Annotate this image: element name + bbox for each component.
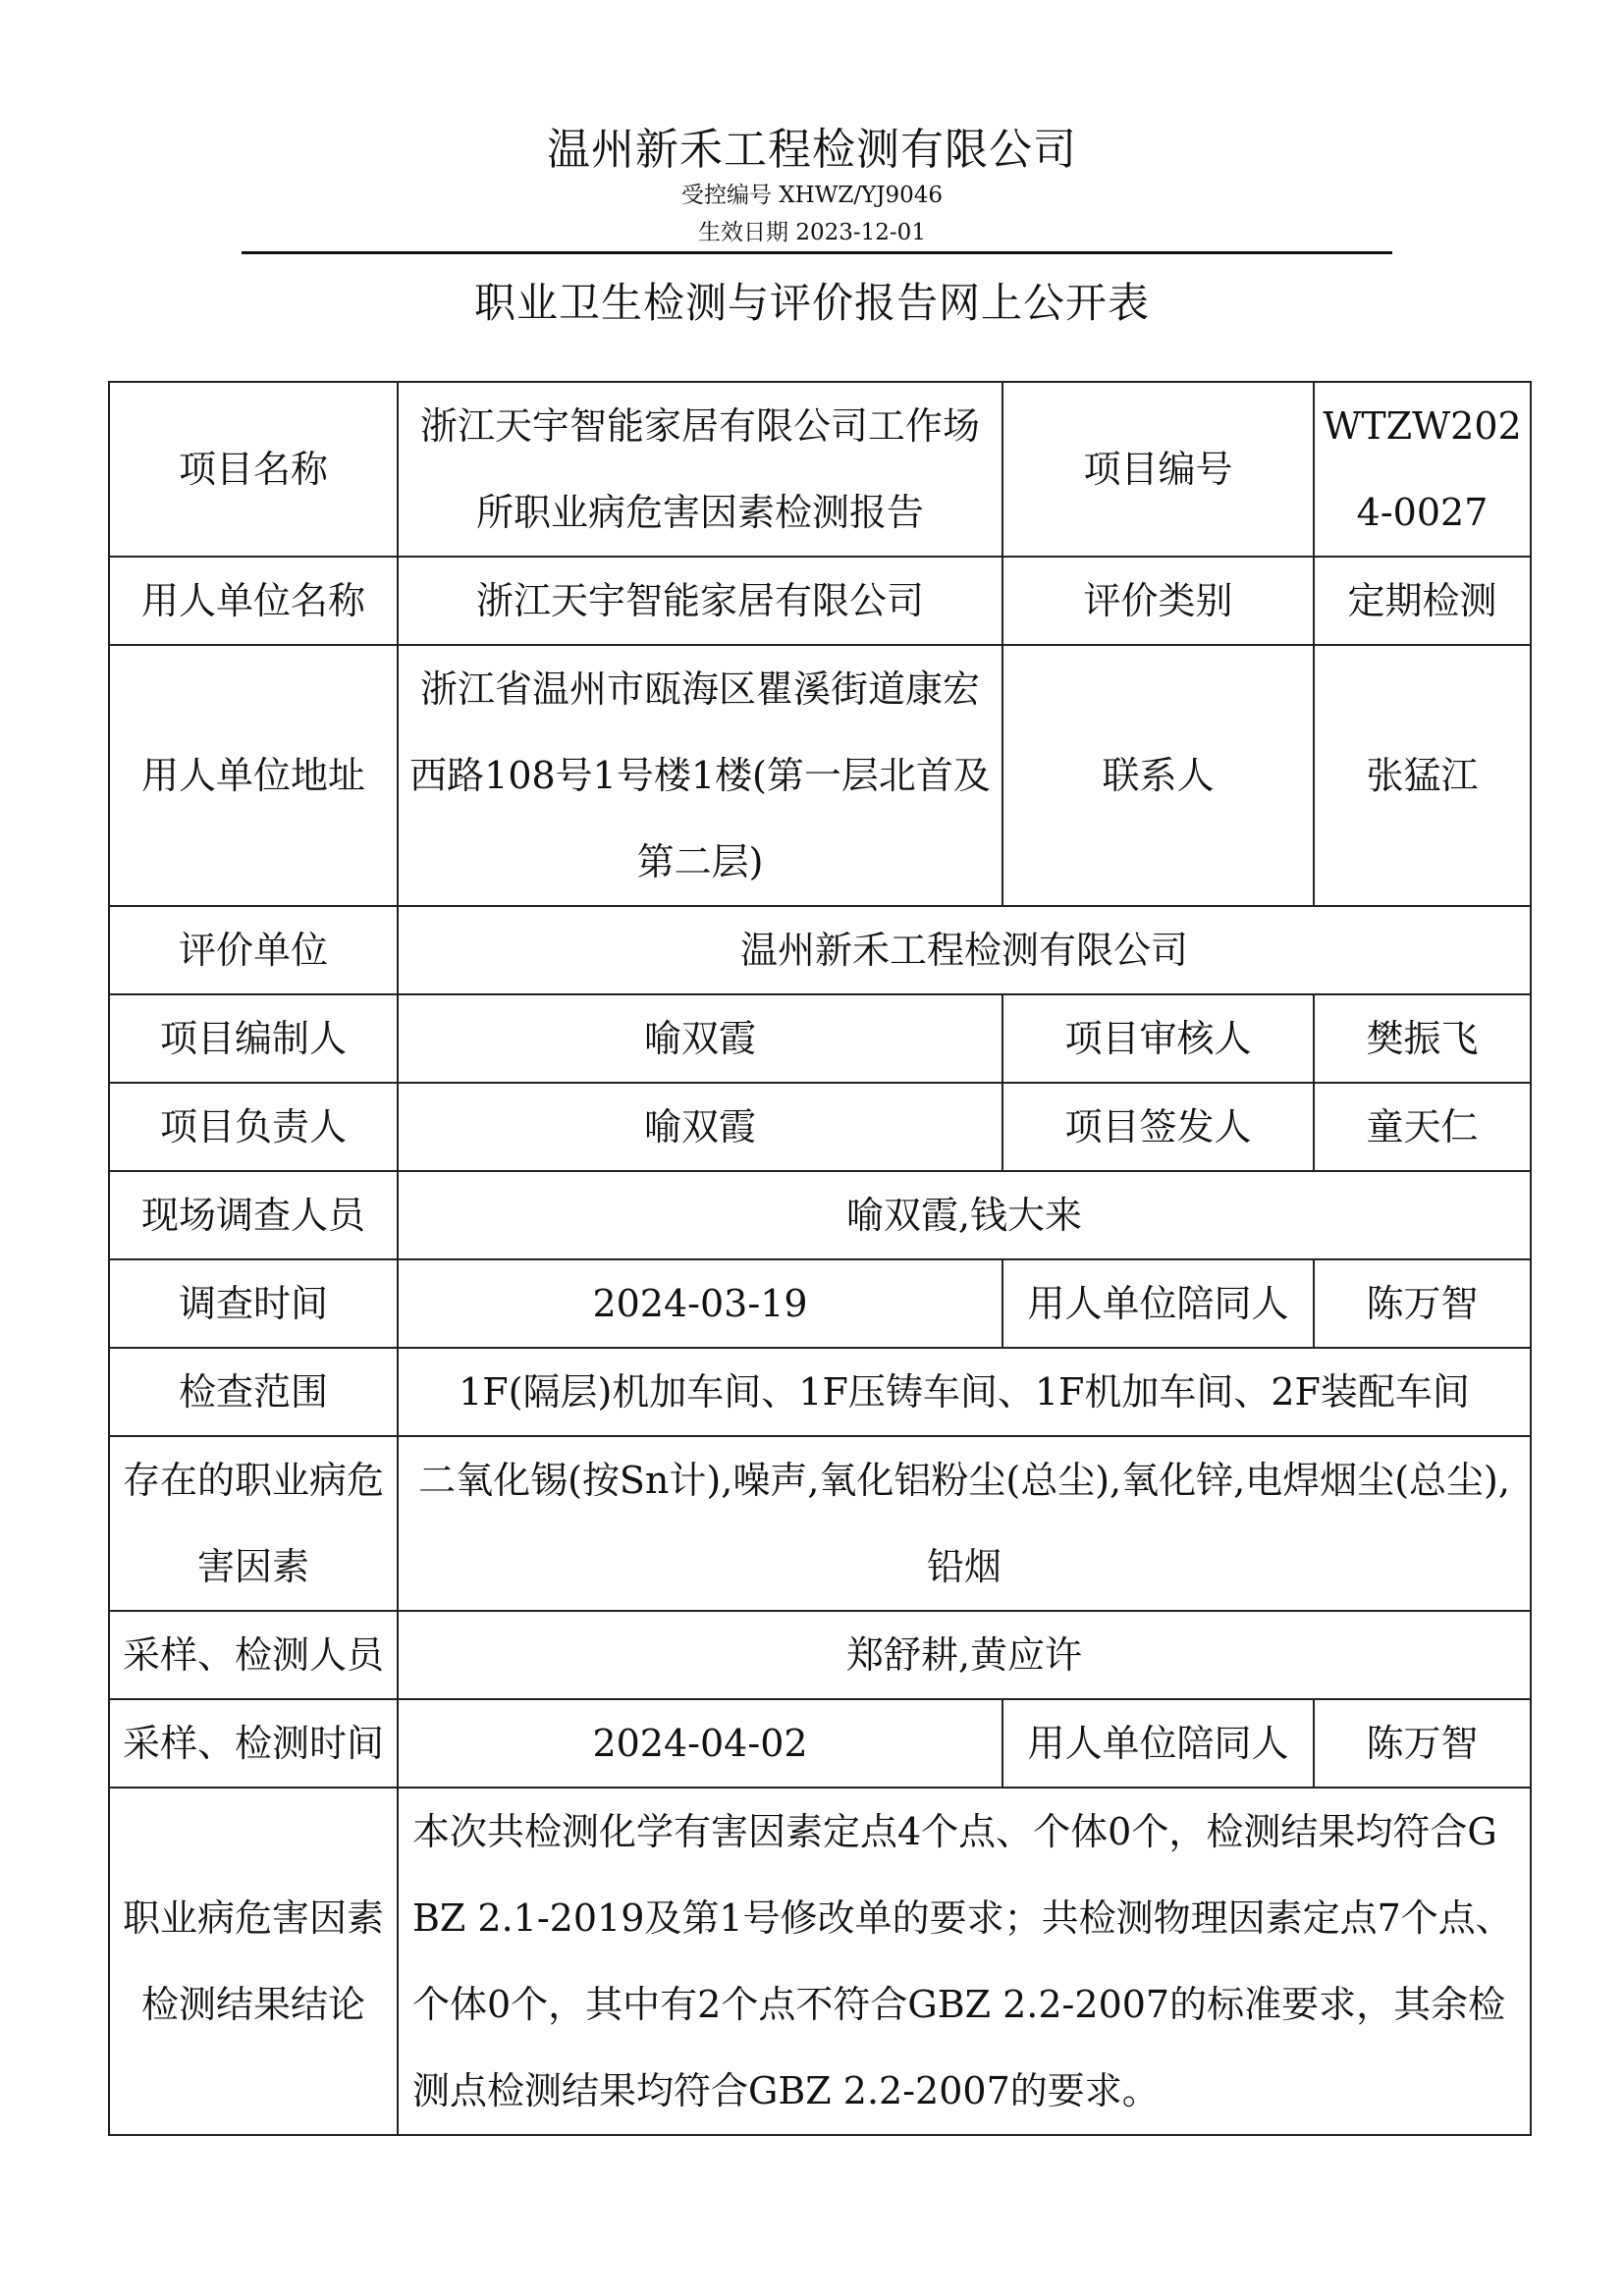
label-eval-unit: 评价单位 <box>109 906 398 994</box>
row-project-name <box>109 382 1531 557</box>
value-scope: 1F(隔层)机加车间、1F压铸车间、1F机加车间、2F装配车间 <box>398 1348 1531 1436</box>
row-compiler <box>109 994 1531 1083</box>
value-eval-type: 定期检测 <box>1314 557 1531 645</box>
row-employer-name <box>109 557 1531 645</box>
value-contact: 张猛江 <box>1314 645 1531 906</box>
effective-date: 生效日期 2023-12-01 <box>698 220 926 245</box>
control-number: 受控编号 XHWZ/YJ9046 <box>680 183 944 208</box>
row-samplers <box>109 1611 1531 1699</box>
label-eval-type: 评价类别 <box>1002 557 1314 645</box>
label-compiler: 项目编制人 <box>109 994 398 1083</box>
value-project-name: 浙江天宇智能家居有限公司工作场所职业病危害因素检测报告 <box>398 382 1002 557</box>
value-leader: 喻双霞 <box>398 1083 1002 1171</box>
row-leader <box>109 1083 1531 1171</box>
label-survey-time: 调查时间 <box>109 1259 398 1348</box>
value-surveyors: 喻双霞,钱大来 <box>398 1171 1531 1259</box>
row-hazards <box>109 1436 1531 1611</box>
label-employer-name: 用人单位名称 <box>109 557 398 645</box>
row-survey-time <box>109 1259 1531 1348</box>
value-samplers: 郑舒耕,黄应许 <box>398 1611 1531 1699</box>
label-employer-address: 用人单位地址 <box>109 645 398 906</box>
value-employer-name: 浙江天宇智能家居有限公司 <box>398 557 1002 645</box>
value-compiler: 喻双霞 <box>398 994 1002 1083</box>
label-surveyors: 现场调查人员 <box>109 1171 398 1259</box>
value-survey-time: 2024-03-19 <box>398 1259 1002 1348</box>
header-divider <box>242 251 1392 254</box>
row-conclusion <box>109 1788 1531 2135</box>
value-companion-2: 陈万智 <box>1314 1699 1531 1788</box>
value-eval-unit: 温州新禾工程检测有限公司 <box>398 906 1531 994</box>
row-eval-unit <box>109 906 1531 994</box>
value-reviewer: 樊振飞 <box>1314 994 1531 1083</box>
value-companion: 陈万智 <box>1314 1259 1531 1348</box>
label-hazards: 存在的职业病危害因素 <box>109 1436 398 1611</box>
row-employer-address <box>109 645 1531 906</box>
disclosure-table <box>108 381 1532 2136</box>
row-sample-time <box>109 1699 1531 1788</box>
row-scope <box>109 1348 1531 1436</box>
label-sample-time: 采样、检测时间 <box>109 1699 398 1788</box>
value-issuer: 童天仁 <box>1314 1083 1531 1171</box>
label-project-name: 项目名称 <box>109 382 398 557</box>
label-samplers: 采样、检测人员 <box>109 1611 398 1699</box>
label-companion-2: 用人单位陪同人 <box>1002 1699 1314 1788</box>
label-scope: 检查范围 <box>109 1348 398 1436</box>
row-surveyors <box>109 1171 1531 1259</box>
label-reviewer: 项目审核人 <box>1002 994 1314 1083</box>
label-companion: 用人单位陪同人 <box>1002 1259 1314 1348</box>
value-project-no: WTZW2024-0027 <box>1314 382 1531 557</box>
label-issuer: 项目签发人 <box>1002 1083 1314 1171</box>
label-project-no: 项目编号 <box>1002 382 1314 557</box>
value-conclusion: 本次共检测化学有害因素定点4个点、个体0个，检测结果均符合GBZ 2.1-2019及第1号修改单的要求；共检测物理因素定点7个点、个体0个，其中有2个点不符合GBZ 2.2-2007的标准要求，其余检测点检测结果均符合GBZ 2.2-2007的要求。 <box>398 1788 1531 2135</box>
label-leader: 项目负责人 <box>109 1083 398 1171</box>
company-name: 温州新禾工程检测有限公司 <box>547 125 1077 175</box>
label-contact: 联系人 <box>1002 645 1314 906</box>
value-sample-time: 2024-04-02 <box>398 1699 1002 1788</box>
value-hazards: 二氧化锡(按Sn计),噪声,氧化铝粉尘(总尘),氧化锌,电焊烟尘(总尘),铅烟 <box>398 1436 1531 1611</box>
value-employer-address: 浙江省温州市瓯海区瞿溪街道康宏西路108号1号楼1楼(第一层北首及第二层) <box>398 645 1002 906</box>
document-title: 职业卫生检测与评价报告网上公开表 <box>473 279 1150 327</box>
label-conclusion: 职业病危害因素检测结果结论 <box>109 1788 398 2135</box>
